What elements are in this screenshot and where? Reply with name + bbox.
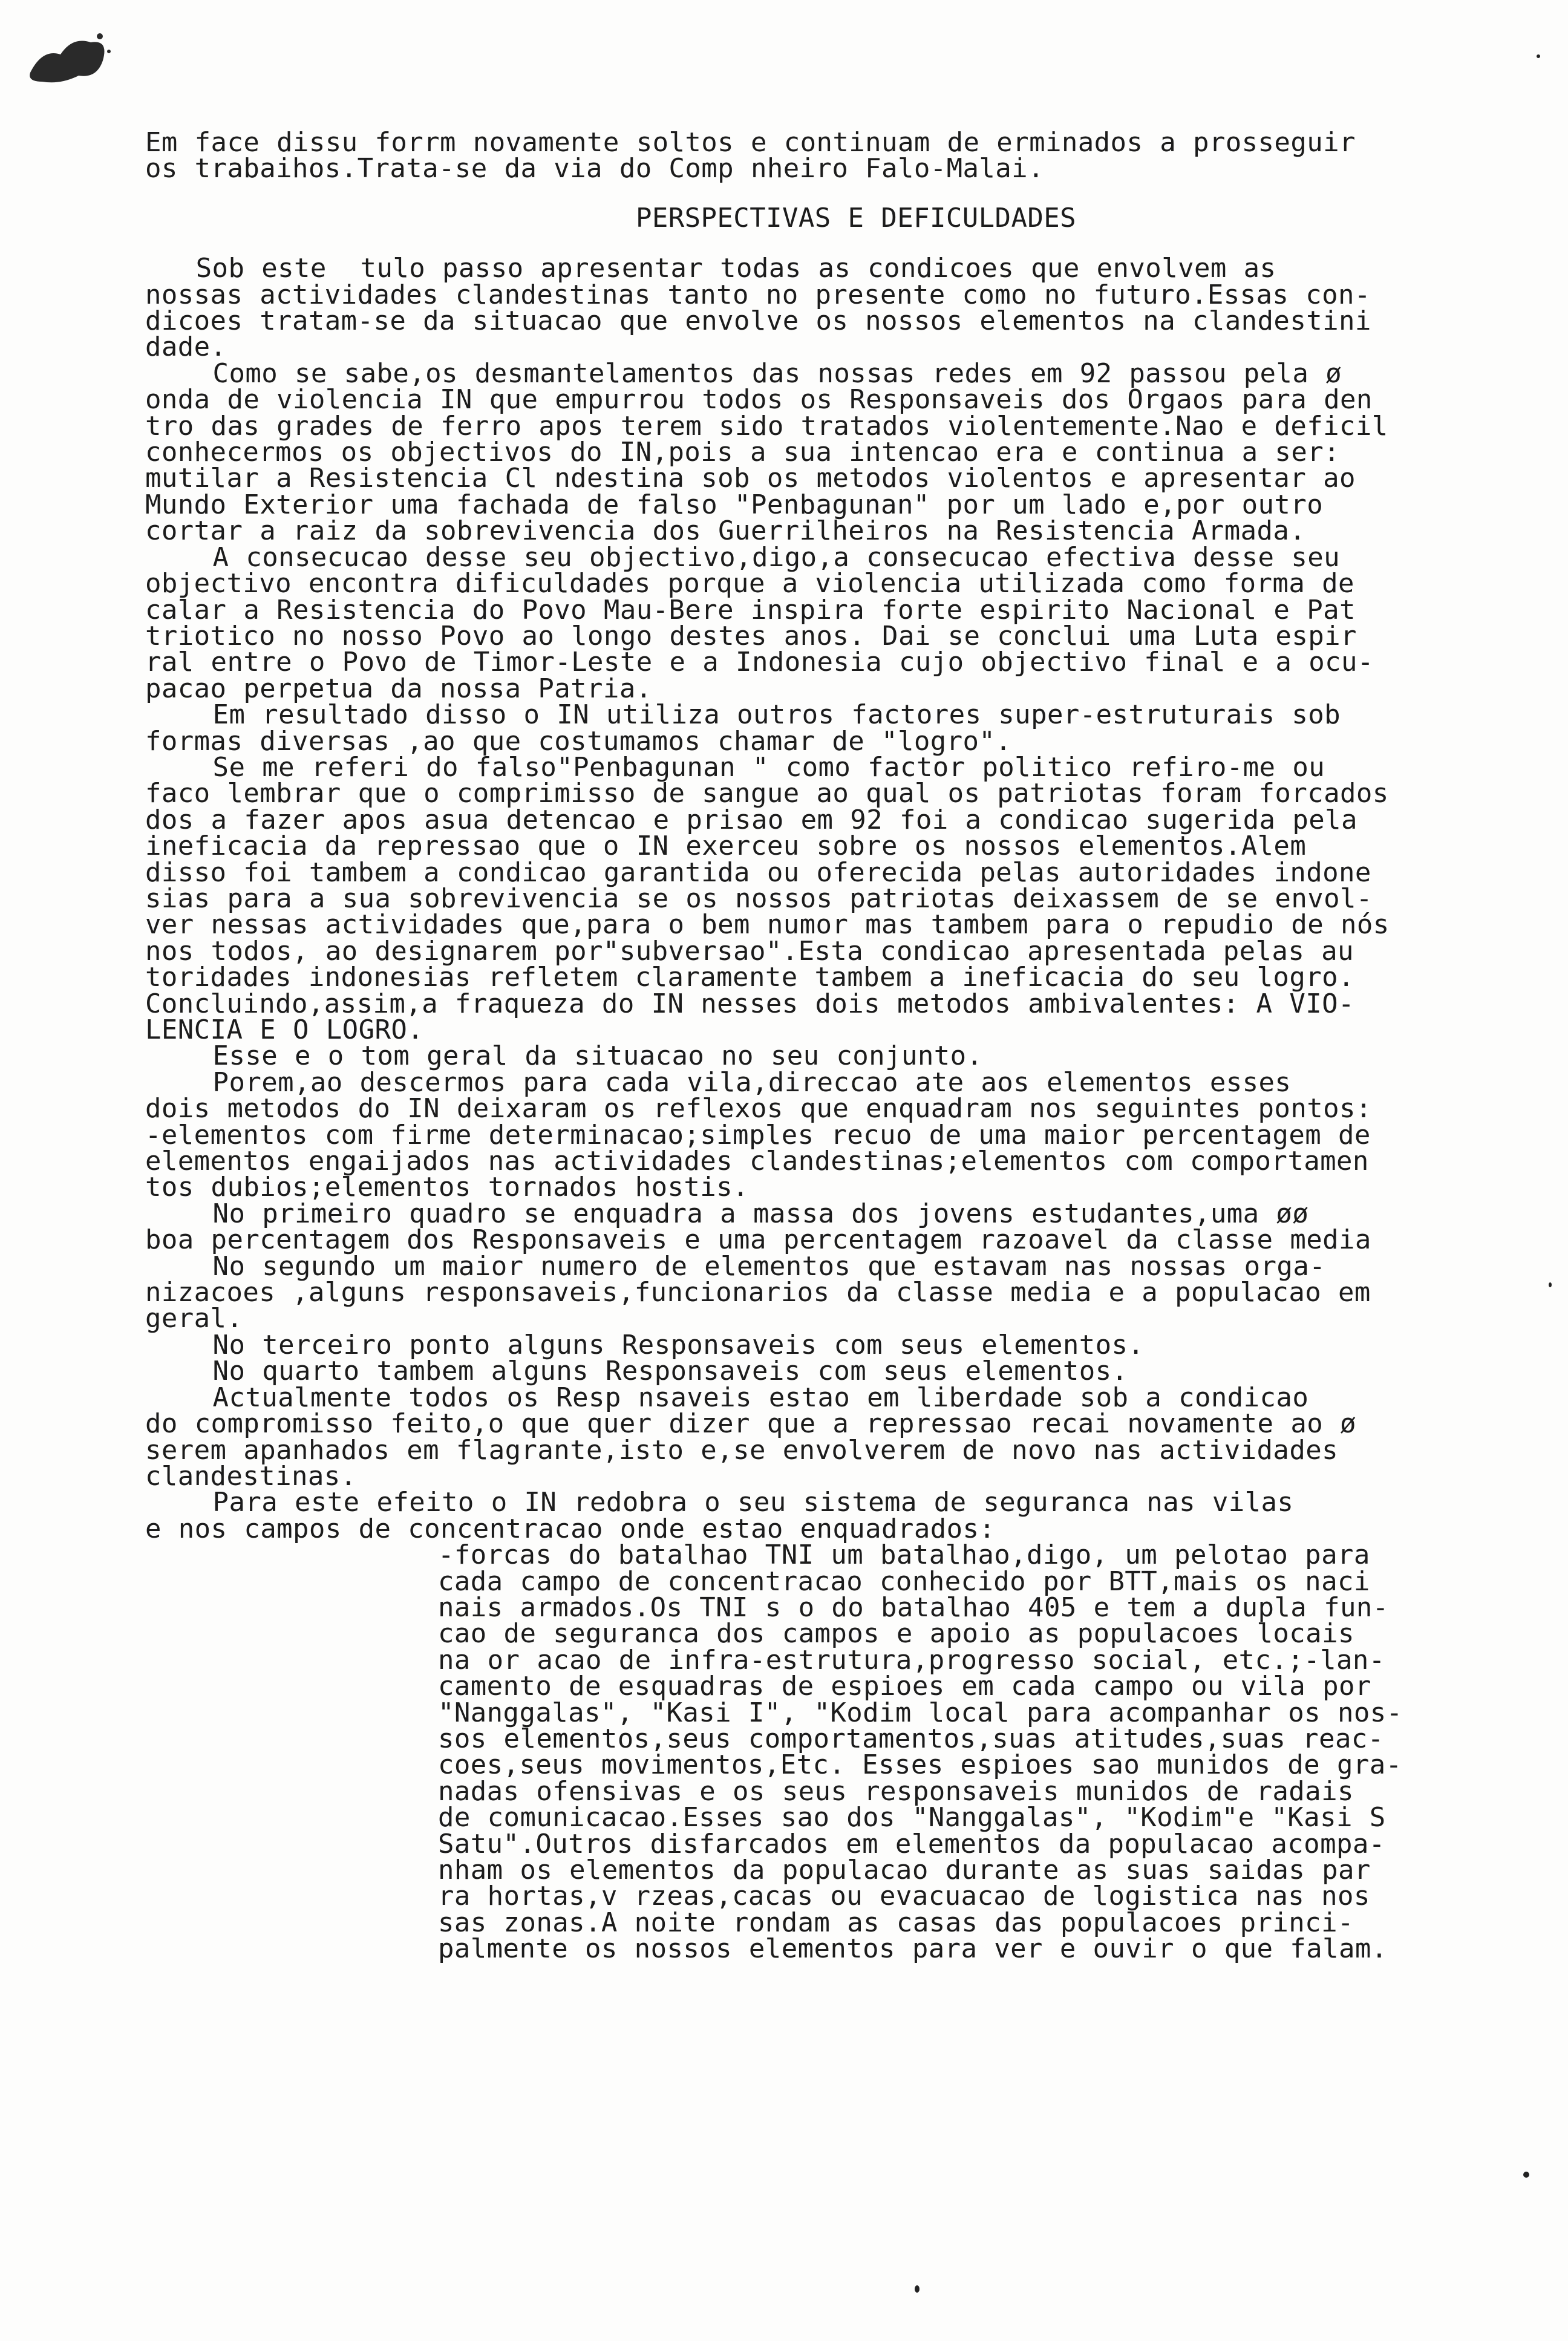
text-line: e nos campos de concentracao onde estao enquadrados: — [145, 1513, 996, 1544]
typewritten-text — [145, 127, 1530, 1965]
text-line: No primeiro quadro se enquadra a massa dos jovens estudantes,uma øø — [145, 1198, 1309, 1229]
text-line: dicoes tratam-se da situacao que envolve os nossos elementos na clandestini — [145, 305, 1371, 337]
list-line: palmente os nossos elementos para ver e ouvir o que falam. — [438, 1933, 1388, 1965]
list-line: nadas ofensivas e os seus responsaveis munidos de radais — [438, 1775, 1354, 1807]
list-line: cada campo de concentracao conhecido por BTT,mais os naci — [438, 1566, 1370, 1597]
text-line: sias para a sua sobrevivencia se os nossos patriotas deixassem de se envol- — [145, 883, 1373, 914]
text-line: No quarto tambem alguns Responsaveis com seus elementos. — [145, 1356, 1128, 1387]
opening-line: os trabaihos.Trata-se da via do Comp nheiro Falo-Malai. — [145, 153, 1044, 184]
text-line: Como se sabe,os desmantelamentos das nossas redes em 92 passou pela ø — [145, 358, 1342, 389]
text-line: No terceiro ponto alguns Responsaveis com seus elementos. — [145, 1329, 1145, 1360]
text-line: Actualmente todos os Resp nsaveis estao em liberdade sob a condicao — [145, 1382, 1309, 1413]
text-line: nos todos, ao designarem por"subversao".Esta condicao apresentada pelas au — [145, 935, 1354, 967]
text-line: triotico no nosso Povo ao longo destes anos. Dai se conclui uma Luta espir — [145, 620, 1357, 651]
text-line: ineficacia da repressao que o IN exerceu sobre os nossos elementos.Alem — [145, 831, 1307, 862]
list-line: ra hortas,v rzeas,cacas ou evacuacao de logistica nas nos — [438, 1881, 1370, 1912]
text-line: conhecermos os objectivos do IN,pois a sua intencao era e continua a ser: — [145, 437, 1340, 468]
ink-dot — [1537, 54, 1540, 58]
text-line: dade. — [145, 331, 227, 363]
text-line: clandestinas. — [145, 1460, 357, 1492]
text-line: tro das grades de ferro apos terem sido tratados violentemente.Nao e deficil — [145, 410, 1388, 442]
ink-dot — [915, 2285, 920, 2293]
list-line: na or acao de infra-estrutura,progresso social, etc.;-lan- — [438, 1644, 1385, 1676]
text-line: dos a fazer apos asua detencao e prisao em 92 foi a condicao sugerida pela — [145, 804, 1357, 835]
text-line: tos dubios;elementos tornados hostis. — [145, 1172, 749, 1203]
list-line: sas zonas.A noite rondam as casas das populacoes princi- — [438, 1907, 1354, 1938]
list-line: nham os elementos da populacao durante as suas saidas par — [438, 1855, 1371, 1886]
list-line: nais armados.Os TNI s o do batalhao 405 e tem a dupla fun- — [438, 1592, 1389, 1623]
text-line: -elementos com firme determinacao;simples recuo de uma maior percentagem de — [145, 1119, 1371, 1151]
text-line: toridades indonesias refletem claramente tambem a ineficacia do seu logro. — [145, 962, 1354, 993]
text-line: elementos engaijados nas actividades clandestinas;elementos com comportamen — [145, 1146, 1369, 1177]
list-line: de comunicacao.Esses sao dos "Nanggalas", "Kodim"e "Kasi S — [438, 1802, 1386, 1833]
text-line: Em resultado disso o IN utiliza outros factores super-estruturais sob — [145, 699, 1341, 731]
body-paragraphs — [145, 255, 1530, 1542]
list-line: sos elementos,seus comportamentos,suas atitudes,suas reac- — [438, 1723, 1384, 1754]
text-line: objectivo encontra dificuldades porque a violencia utilizada como forma de — [145, 568, 1354, 599]
text-line: ver nessas actividades que,para o bem numor mas tambem para o repudio de nós — [145, 909, 1390, 941]
text-line: Esse e o tom geral da situacao no seu conjunto. — [145, 1040, 983, 1072]
list-line: cao de seguranca dos campos e apoio as populacoes locais — [438, 1618, 1354, 1650]
text-line: nizacoes ,alguns responsaveis,funcionarios da classe media e a populacao em — [145, 1277, 1371, 1308]
text-line: mutilar a Resistencia Cl ndestina sob os metodos violentos e apresentar ao — [145, 463, 1356, 494]
ink-dot — [1549, 1282, 1552, 1287]
text-line: LENCIA E O LOGRO. — [145, 1014, 424, 1045]
text-line: geral. — [145, 1303, 243, 1334]
text-line: faco lembrar que o comprimisso de sangue ao qual os patriotas foram forcados — [145, 778, 1389, 809]
list-line: -forcas do batalhao TNI um batalhao,digo, um pelotao para — [438, 1539, 1370, 1571]
text-line: A consecucao desse seu objectivo,digo,a consecucao efectiva desse seu — [145, 541, 1340, 573]
list-line: coes,seus movimentos,Etc. Esses espioes sao munidos de gra- — [438, 1749, 1402, 1781]
ink-stain-icon — [24, 24, 115, 91]
text-line: Se me referi do falso"Penbagunan " como factor politico refiro-me ou — [145, 751, 1325, 783]
ink-dot — [1523, 2172, 1529, 2178]
text-line: boa percentagem dos Responsaveis e uma percentagem razoavel da classe media — [145, 1224, 1371, 1256]
text-line: disso foi tambem a condicao garantida ou oferecida pelas autoridades indone — [145, 857, 1371, 888]
text-line: calar a Resistencia do Povo Mau-Bere inspira forte espirito Nacional e Pat — [145, 594, 1356, 625]
opening-line: Em face dissu forrm novamente soltos e continuam de erminados a prosseguir — [145, 127, 1356, 158]
text-line: nossas actividades clandestinas tanto no presente como no futuro.Essas con- — [145, 279, 1371, 310]
text-line: Sob este tulo passo apresentar todas as condicoes que envolvem as — [145, 253, 1276, 284]
indented-list — [438, 1539, 1530, 1965]
text-line: pacao perpetua da nossa Patria. — [145, 673, 652, 704]
text-line: serem apanhados em flagrante,isto e,se envolverem de novo nas actividades — [145, 1434, 1338, 1466]
text-line: formas diversas ,ao que costumamos chamar de "logro". — [145, 725, 1012, 757]
text-line: Concluindo,assim,a fraqueza do IN nesses dois metodos ambivalentes: A VIO- — [145, 988, 1354, 1019]
text-line: Mundo Exterior uma fachada de falso "Penbagunan" por um lado e,por outro — [145, 489, 1324, 520]
list-line: Satu".Outros disfarcados em elementos da populacao acompa- — [438, 1828, 1385, 1859]
section-heading: PERSPECTIVAS E DEFICULDADES — [635, 202, 1077, 233]
text-line: Para este efeito o IN redobra o seu sistema de seguranca nas vilas — [145, 1487, 1294, 1518]
text-line: onda de violencia IN que empurrou todos os Responsaveis dos Orgaos para den — [145, 384, 1373, 416]
text-line: cortar a raiz da sobrevivencia dos Guerrilheiros na Resistencia Armada. — [145, 515, 1306, 547]
text-line: do compromisso feito,o que quer dizer que a repressao recai novamente ao ø — [145, 1408, 1356, 1440]
text-line: Porem,ao descermos para cada vila,direccao ate aos elementos esses — [145, 1066, 1292, 1098]
text-line: ral entre o Povo de Timor-Leste e a Indonesia cujo objectivo final e a ocu- — [145, 647, 1374, 678]
text-line: No segundo um maior numero de elementos que estavam nas nossas orga- — [145, 1250, 1326, 1282]
text-line: dois metodos do IN deixaram os reflexos que enquadram nos seguintes pontos: — [145, 1093, 1372, 1125]
list-line: camento de esquadras de espioes em cada campo ou vila por — [438, 1671, 1371, 1702]
list-line: "Nanggalas", "Kasi I", "Kodim local para acompanhar os nos- — [438, 1697, 1403, 1728]
